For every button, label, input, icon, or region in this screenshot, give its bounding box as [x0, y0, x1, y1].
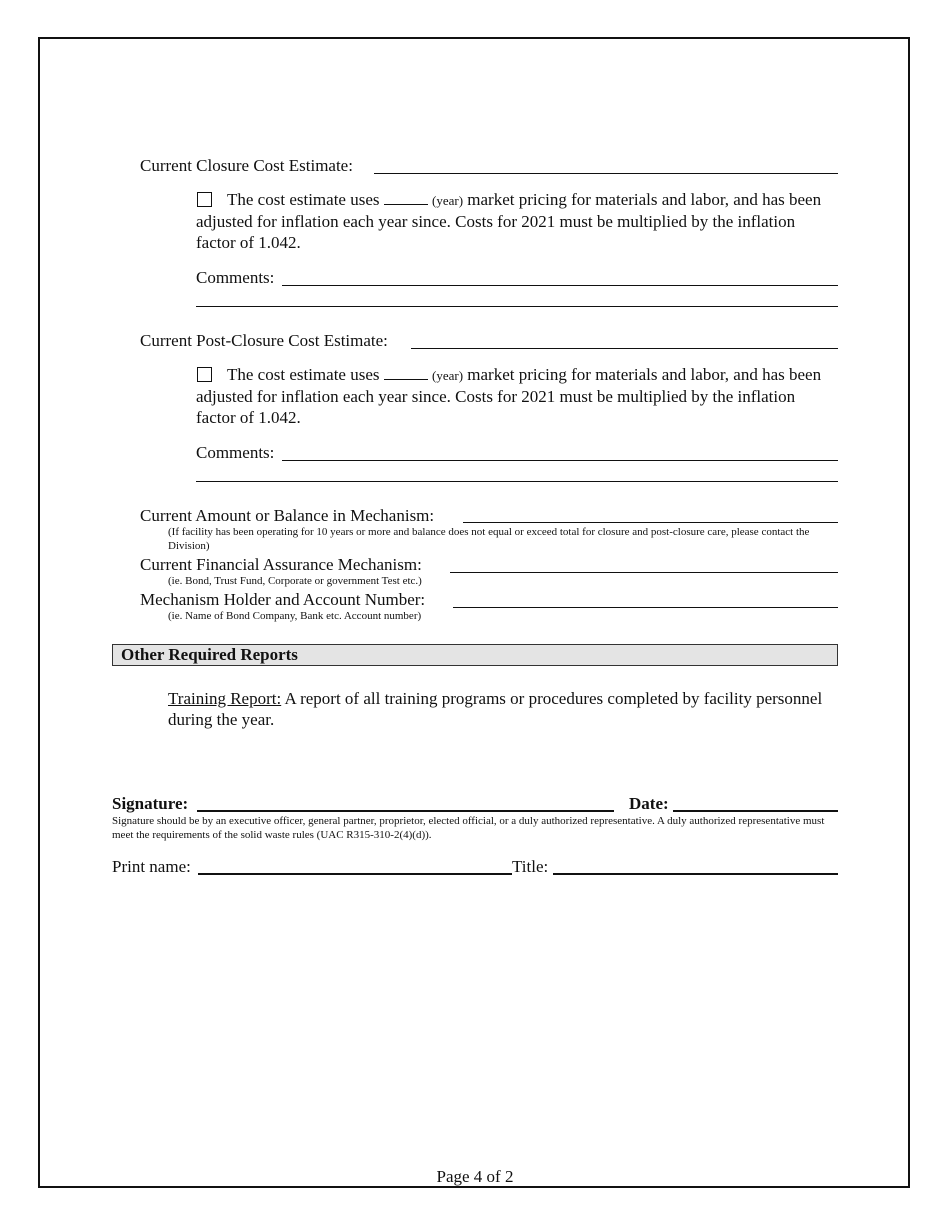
closure-comments-input[interactable] [282, 285, 838, 286]
balance-label: Current Amount or Balance in Mechanism: [140, 506, 435, 525]
date-label: Date: [629, 794, 669, 813]
closure-cost-label: Current Closure Cost Estimate: [140, 156, 353, 175]
closure-year-hint: (year) [432, 193, 464, 208]
training-report-paragraph [168, 688, 828, 730]
post-closure-checkbox-text-a: The cost estimate uses [227, 365, 380, 384]
date-input[interactable] [673, 810, 838, 812]
closure-checkbox-text-b: market pricing for materials and labor, and has been adjusted for inflation each year since. Costs for 2021 must be multiplied by the inflation factor of 1.042. [196, 190, 822, 252]
holder-input[interactable] [453, 607, 838, 608]
closure-comments-label: Comments: [196, 268, 275, 287]
post-closure-comments-input[interactable] [282, 460, 838, 461]
signature-label: Signature: [112, 794, 189, 813]
post-closure-year-input[interactable] [384, 365, 428, 380]
print-name-label: Print name: [112, 857, 191, 876]
closure-checkbox-text [196, 189, 836, 253]
closure-checkbox-text-a: The cost estimate uses [227, 190, 380, 209]
print-name-input[interactable] [198, 873, 512, 875]
post-closure-comments-line-2[interactable] [196, 481, 838, 482]
fa-mechanism-input[interactable] [450, 572, 838, 573]
post-closure-checkbox-text-b: market pricing for materials and labor, and has been adjusted for inflation each year since. Costs for 2021 must be multiplied by the inflation factor of 1.042. [196, 365, 822, 427]
holder-note: (ie. Name of Bond Company, Bank etc. Account number) [168, 610, 422, 622]
post-closure-cost-input[interactable] [411, 348, 838, 349]
training-report-title: Training Report: [168, 689, 282, 708]
signature-note: Signature should be by an executive officer, general partner, proprietor, elected official, or a duly authorized representative. A duly authorized representative must meet the requirements of the solid waste rules (UAC R315-310-2(4)(d)). [112, 815, 825, 841]
section-header-other-reports: Other Required Reports [112, 644, 838, 666]
signature-input[interactable] [197, 810, 614, 812]
page-number: Page 4 of 2 [436, 1167, 514, 1186]
title-label: Title: [512, 857, 549, 876]
closure-cost-input[interactable] [374, 173, 838, 174]
training-report-text: A report of all training programs or procedures completed by facility personnel during the year. [168, 689, 823, 729]
balance-note: (If facility has been operating for 10 years or more and balance does not equal or exceed total for closure and post-closure care, please contact the Division) [168, 526, 810, 552]
post-closure-checkbox-text [196, 364, 836, 428]
closure-year-input[interactable] [384, 190, 428, 205]
post-closure-comments-label: Comments: [196, 443, 275, 462]
holder-label: Mechanism Holder and Account Number: [140, 590, 426, 609]
closure-comments-line-2[interactable] [196, 306, 838, 307]
fa-mechanism-label: Current Financial Assurance Mechanism: [140, 555, 422, 574]
post-closure-year-hint: (year) [432, 368, 464, 383]
post-closure-cost-label: Current Post-Closure Cost Estimate: [140, 331, 388, 350]
balance-input[interactable] [463, 522, 838, 523]
fa-mechanism-note: (ie. Bond, Trust Fund, Corporate or government Test etc.) [168, 575, 422, 587]
title-input[interactable] [553, 873, 838, 875]
